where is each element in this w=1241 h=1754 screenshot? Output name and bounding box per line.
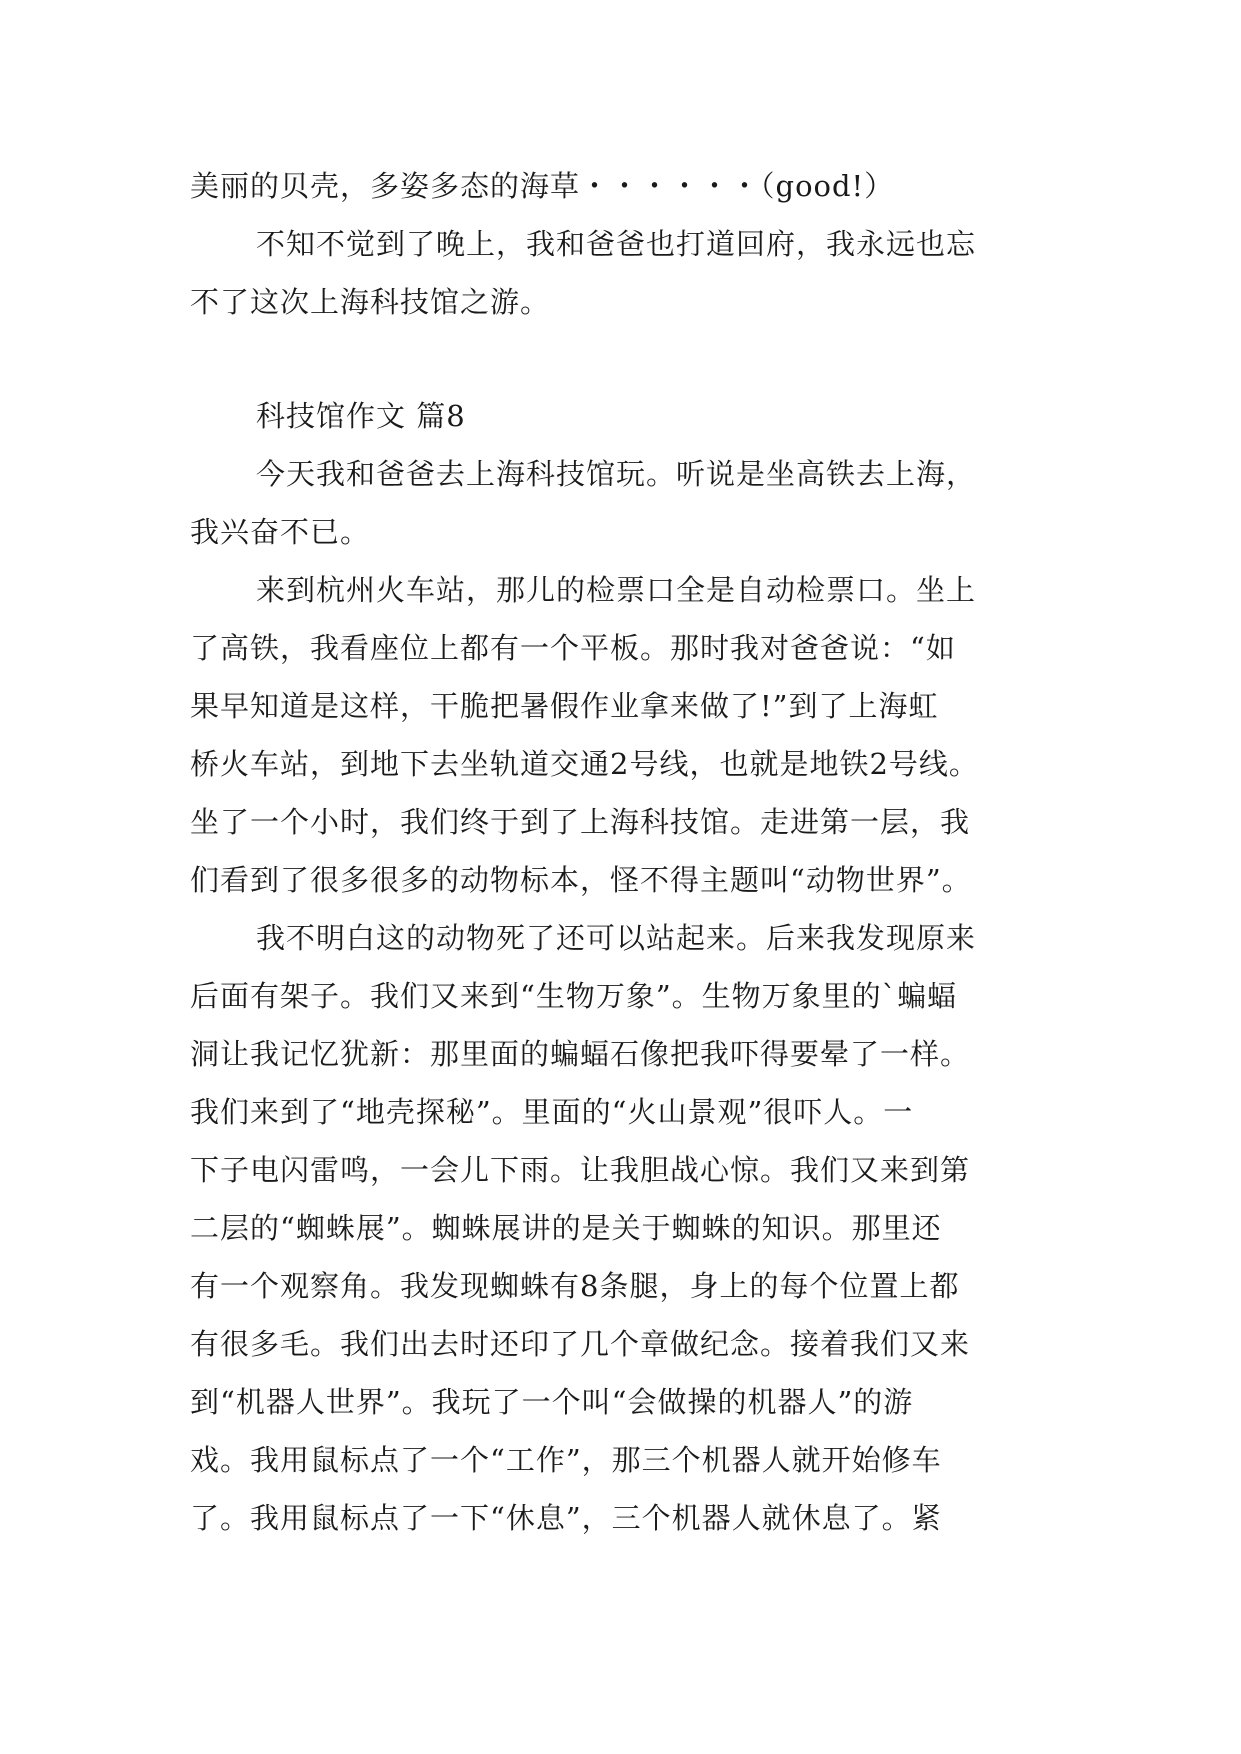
text-line: 到“机器人世界”。我玩了一个叫“会做操的机器人”的游 [190,1385,914,1419]
text-line: 有很多毛。我们出去时还印了几个章做纪念。接着我们又来 [190,1327,971,1361]
text-line: 坐了一个小时，我们终于到了上海科技馆。走进第一层，我 [190,805,971,839]
text-line: 我们来到了“地壳探秘”。里面的“火山景观”很吓人。一 [190,1095,914,1129]
text-line: 有一个观察角。我发现蜘蛛有8条腿，身上的每个位置上都 [190,1269,960,1303]
text-line: 了。我用鼠标点了一下“休息”，三个机器人就休息了。紧 [190,1501,942,1535]
text-line: 果早知道是这样，干脆把暑假作业拿来做了!”到了上海虹 [190,689,939,723]
text-line: 后面有架子。我们又来到“生物万象”。生物万象里的`蝙蝠 [190,979,958,1013]
paragraph-start-line: 来到杭州火车站，那儿的检票口全是自动检票口。坐上 [256,573,977,607]
text-line: 洞让我记忆犹新：那里面的蝙蝠石像把我吓得要晕了一样。 [190,1037,971,1071]
paragraph-start-line: 今天我和爸爸去上海科技馆玩。听说是坐高铁去上海， [256,457,977,491]
text-line: 不了这次上海科技馆之游。 [190,285,551,319]
text-line: 戏。我用鼠标点了一个“工作”，那三个机器人就开始修车 [190,1443,942,1477]
paragraph-start-line: 不知不觉到了晚上，我和爸爸也打道回府，我永远也忘 [256,227,977,261]
text-line: 了高铁，我看座位上都有一个平板。那时我对爸爸说：“如 [190,631,956,665]
text-line: 二层的“蜘蛛展”。蜘蛛展讲的是关于蜘蛛的知识。那里还 [190,1211,942,1245]
paragraph-start-line: 我不明白这的动物死了还可以站起来。后来我发现原来 [256,921,977,955]
text-line: 我兴奋不已。 [190,515,371,549]
text-line: 桥火车站，到地下去坐轨道交通2号线，也就是地铁2号线。 [190,747,979,781]
section-heading: 科技馆作文 篇8 [256,399,466,433]
text-line: 们看到了很多很多的动物标本，怪不得主题叫“动物世界”。 [190,863,972,897]
text-line: 美丽的贝壳，多姿多态的海草・・・・・・（good!） [190,169,895,203]
text-line: 下子电闪雷鸣，一会儿下雨。让我胆战心惊。我们又来到第 [190,1153,971,1187]
